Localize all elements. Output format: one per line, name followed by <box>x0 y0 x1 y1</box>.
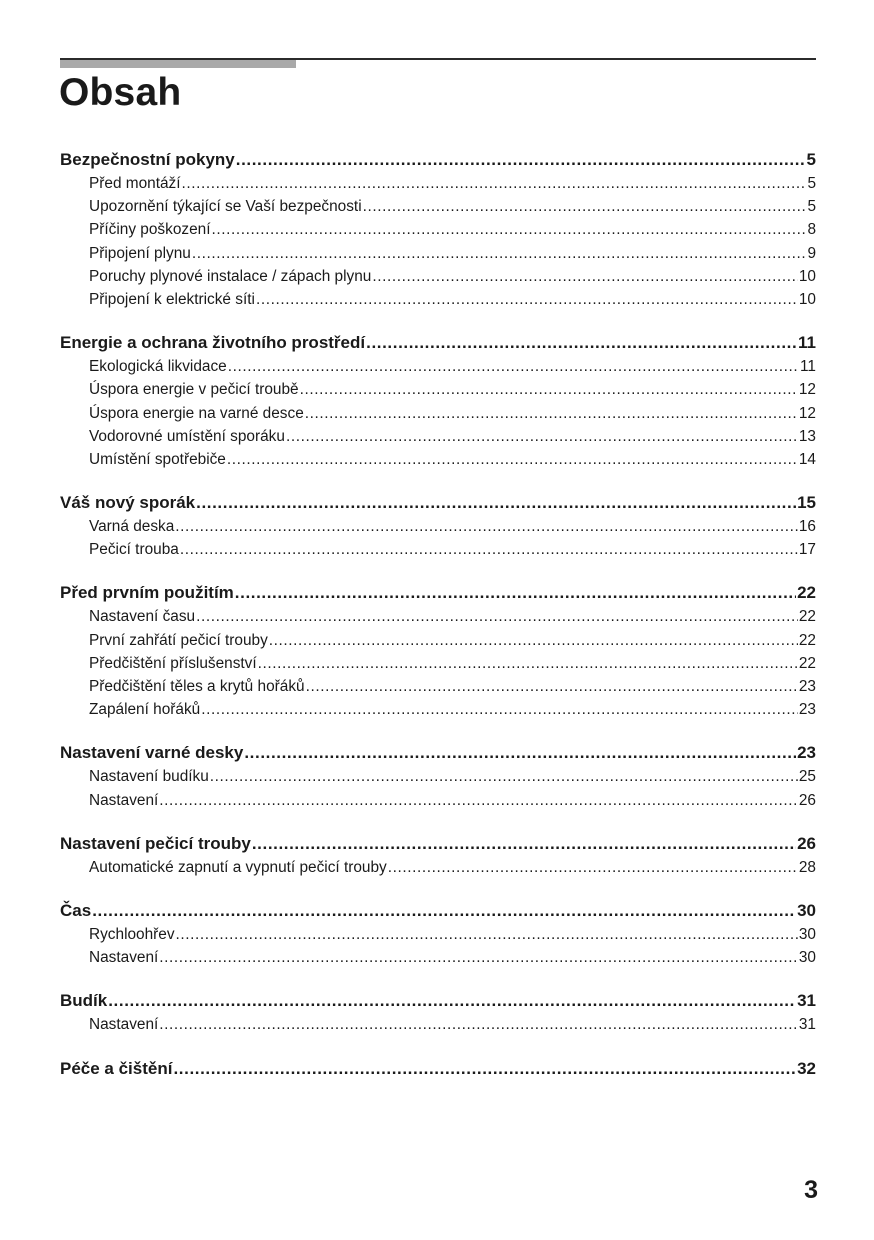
toc-entry-label: Ekologická likvidace <box>89 358 227 376</box>
toc-dot-leader <box>159 789 798 812</box>
header-accent-bar <box>60 60 296 68</box>
toc-page-number: 5 <box>807 175 816 192</box>
toc-entry-label: Před prvním použitím <box>60 583 234 603</box>
toc-entry-label: Příčiny poškození <box>89 221 211 239</box>
toc-page-number: 16 <box>798 518 816 536</box>
toc-dot-leader <box>227 448 798 471</box>
toc-entry-label: Bezpečnostní pokyny <box>60 150 235 169</box>
toc-entry-label: Úspora energie v pečicí troubě <box>89 381 299 399</box>
toc-page-number: 26 <box>797 833 816 853</box>
toc-dot-leader <box>182 172 807 195</box>
toc-page-number: 23 <box>797 743 816 763</box>
toc-dot-leader <box>306 675 798 698</box>
toc-entry-label: Připojení plynu <box>89 244 191 262</box>
toc-dot-leader <box>159 946 798 969</box>
toc-page-number: 8 <box>807 221 816 239</box>
toc-entry-label: Varná deska <box>89 518 175 536</box>
toc-subsection-entry[interactable] <box>60 946 816 969</box>
toc-dot-leader <box>269 629 798 652</box>
toc-entry-label: Nastavení <box>89 1016 159 1034</box>
toc-section <box>60 831 816 879</box>
toc-entry-label: Předčištění těles a krytů hořáků <box>89 678 305 695</box>
toc-page-number: 5 <box>807 198 816 216</box>
toc-section <box>60 988 816 1036</box>
toc-dot-leader <box>159 1013 798 1036</box>
toc-section <box>60 490 816 561</box>
toc-dot-leader <box>176 923 798 946</box>
toc-entry-label: Automatické zapnutí a vypnutí pečicí trouby <box>89 858 387 876</box>
toc-subsection-entry[interactable] <box>60 923 816 946</box>
toc-subsection-entry[interactable] <box>60 288 816 311</box>
toc-page-number: 23 <box>798 701 816 719</box>
toc-page-number: 22 <box>798 654 816 672</box>
toc-entry-label: Energie a ochrana životního prostředí <box>60 333 366 353</box>
toc-page-number: 13 <box>798 427 816 445</box>
toc-entry-label: Nastavení varné desky <box>60 743 244 763</box>
toc-entry-label: Zapálení hořáků <box>89 701 201 719</box>
toc-subsection-entry[interactable] <box>60 195 816 218</box>
toc-page-number: 31 <box>798 1016 816 1034</box>
toc-section <box>60 740 816 811</box>
table-of-contents <box>60 147 816 1100</box>
toc-section <box>60 580 816 721</box>
toc-page-number: 26 <box>798 791 816 809</box>
toc-page-number: 17 <box>798 541 816 559</box>
toc-page-number: 9 <box>807 244 816 262</box>
toc-page-number: 10 <box>798 290 816 308</box>
toc-entry-label: Před montáží <box>89 175 181 192</box>
toc-subsection-entry[interactable] <box>60 856 816 879</box>
toc-dot-leader <box>372 265 798 288</box>
toc-entry-label: Nastavení <box>89 949 159 967</box>
page-title: Obsah <box>59 71 182 114</box>
toc-section-entry[interactable] <box>60 580 816 605</box>
toc-section-entry[interactable] <box>60 1056 816 1081</box>
toc-subsection-entry[interactable] <box>60 172 816 195</box>
toc-page-number: 25 <box>798 768 816 786</box>
toc-page-number: 28 <box>798 858 816 876</box>
toc-subsection-entry[interactable] <box>60 1013 816 1036</box>
toc-entry-label: Rychloohřev <box>89 925 175 943</box>
page-number: 3 <box>804 1176 818 1204</box>
toc-entry-label: Pečicí trouba <box>89 541 179 559</box>
toc-dot-leader <box>108 988 796 1013</box>
toc-dot-leader <box>286 425 798 448</box>
toc-entry-label: Nastavení pečicí trouby <box>60 833 251 853</box>
toc-section-entry[interactable] <box>60 740 816 765</box>
toc-entry-label: Připojení k elektrické síti <box>89 290 255 308</box>
toc-dot-leader <box>228 355 799 378</box>
toc-page-number: 30 <box>798 925 816 943</box>
toc-page-number: 12 <box>798 381 816 399</box>
toc-page-number: 32 <box>797 1058 816 1078</box>
toc-page-number: 31 <box>797 991 816 1011</box>
toc-dot-leader <box>252 831 796 856</box>
toc-page-number: 11 <box>798 333 816 353</box>
toc-section-entry[interactable] <box>60 490 816 515</box>
toc-dot-leader <box>192 242 807 265</box>
toc-subsection-entry[interactable] <box>60 515 816 538</box>
toc-dot-leader <box>366 330 797 355</box>
toc-page-number: 30 <box>798 949 816 967</box>
toc-dot-leader <box>210 765 798 788</box>
toc-section-entry[interactable] <box>60 988 816 1013</box>
toc-dot-leader <box>300 378 798 401</box>
toc-dot-leader <box>256 288 798 311</box>
toc-page-number: 22 <box>798 631 816 649</box>
toc-dot-leader <box>196 605 798 628</box>
toc-subsection-entry[interactable] <box>60 765 816 788</box>
toc-page-number: 22 <box>798 608 816 626</box>
toc-entry-label: První zahřátí pečicí trouby <box>89 631 268 649</box>
toc-entry-label: Čas <box>60 900 92 920</box>
toc-dot-leader <box>211 218 806 241</box>
toc-dot-leader <box>363 195 807 218</box>
toc-page-number: 22 <box>797 583 816 603</box>
toc-dot-leader <box>258 652 798 675</box>
toc-dot-leader <box>236 147 806 172</box>
toc-subsection-entry[interactable] <box>60 605 816 628</box>
toc-section-entry[interactable] <box>60 147 816 172</box>
toc-subsection-entry[interactable] <box>60 675 816 698</box>
toc-subsection-entry[interactable] <box>60 789 816 812</box>
toc-dot-leader <box>244 740 796 765</box>
toc-subsection-entry[interactable] <box>60 378 816 401</box>
toc-section-entry[interactable] <box>60 898 816 923</box>
toc-subsection-entry[interactable] <box>60 448 816 471</box>
toc-page-number: 30 <box>797 900 816 920</box>
toc-entry-label: Péče a čištění <box>60 1058 173 1078</box>
toc-entry-label: Nastavení <box>89 791 159 809</box>
toc-page-number: 15 <box>797 493 816 513</box>
toc-entry-label: Předčištění příslušenství <box>89 654 257 672</box>
toc-page-number: 11 <box>800 358 816 376</box>
toc-dot-leader <box>305 402 798 425</box>
toc-page-number: 10 <box>798 267 816 285</box>
toc-section <box>60 147 816 311</box>
toc-dot-leader <box>388 856 798 879</box>
toc-dot-leader <box>180 538 798 561</box>
toc-section <box>60 898 816 969</box>
toc-dot-leader <box>201 698 798 721</box>
toc-subsection-entry[interactable] <box>60 425 816 448</box>
toc-subsection-entry[interactable] <box>60 402 816 425</box>
toc-dot-leader <box>196 490 796 515</box>
toc-page-number: 23 <box>798 678 816 695</box>
toc-entry-label: Umístění spotřebiče <box>89 450 226 468</box>
toc-subsection-entry[interactable] <box>60 698 816 721</box>
toc-subsection-entry[interactable] <box>60 538 816 561</box>
toc-page-number: 5 <box>806 150 816 169</box>
toc-page-number: 14 <box>798 450 816 468</box>
toc-entry-label: Váš nový sporák <box>60 493 196 513</box>
toc-entry-label: Nastavení budíku <box>89 768 209 786</box>
toc-subsection-entry[interactable] <box>60 265 816 288</box>
toc-entry-label: Budík <box>60 991 108 1011</box>
toc-subsection-entry[interactable] <box>60 355 816 378</box>
toc-dot-leader <box>92 898 796 923</box>
toc-dot-leader <box>235 580 796 605</box>
toc-entry-label: Upozornění týkající se Vaší bezpečnosti <box>89 198 362 216</box>
toc-dot-leader <box>175 515 798 538</box>
toc-entry-label: Nastavení času <box>89 608 196 626</box>
toc-entry-label: Úspora energie na varné desce <box>89 404 304 422</box>
toc-entry-label: Poruchy plynové instalace / zápach plynu <box>89 267 372 285</box>
toc-subsection-entry[interactable] <box>60 629 816 652</box>
toc-subsection-entry[interactable] <box>60 652 816 675</box>
toc-section <box>60 1056 816 1081</box>
toc-page-number: 12 <box>798 404 816 422</box>
toc-subsection-entry[interactable] <box>60 218 816 241</box>
toc-subsection-entry[interactable] <box>60 242 816 265</box>
toc-section-entry[interactable] <box>60 831 816 856</box>
toc-entry-label: Vodorovné umístění sporáku <box>89 427 285 445</box>
toc-section <box>60 330 816 471</box>
toc-section-entry[interactable] <box>60 330 816 355</box>
toc-dot-leader <box>173 1056 796 1081</box>
